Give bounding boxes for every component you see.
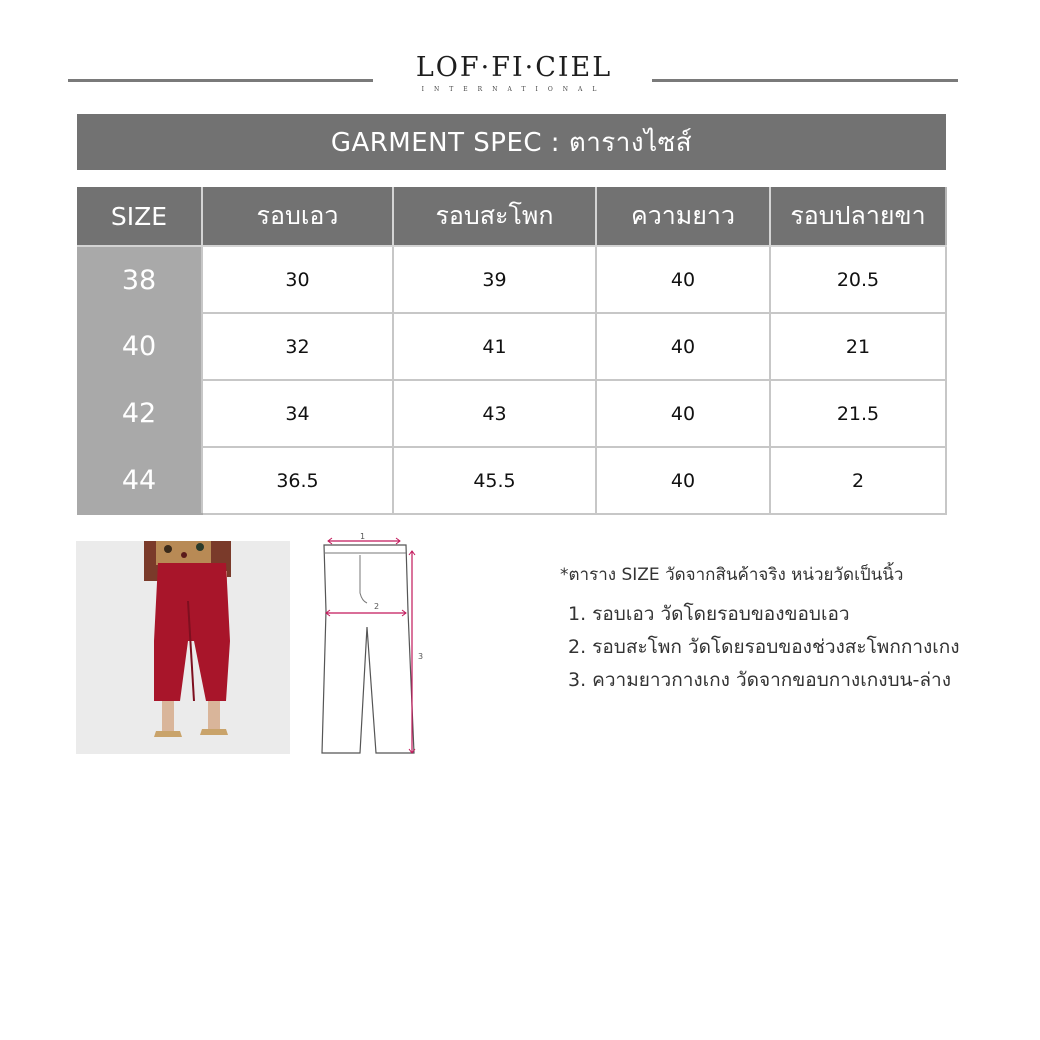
table-row xyxy=(77,313,946,380)
list-item: 2. รอบสะโพก วัดโดยรอบของช่วงสะโพกกางเกง xyxy=(568,636,960,658)
size-cell: 38 xyxy=(77,246,202,313)
column-header-size: SIZE xyxy=(77,187,202,246)
column-header-hip: รอบสะโพก xyxy=(393,187,596,246)
length-cell: 40 xyxy=(596,380,770,447)
size-spec-table xyxy=(77,187,947,515)
leg-opening-cell: 21 xyxy=(770,313,946,380)
product-photo xyxy=(76,541,290,754)
hip-cell: 45.5 xyxy=(393,447,596,514)
table-row xyxy=(77,246,946,313)
brand-subtitle: INTERNATIONAL xyxy=(421,86,607,93)
hip-cell: 39 xyxy=(393,246,596,313)
measurement-notes xyxy=(560,561,1030,697)
header-divider-right xyxy=(652,79,958,82)
notes-list xyxy=(560,598,1030,697)
length-cell: 40 xyxy=(596,313,770,380)
size-cell: 44 xyxy=(77,447,202,514)
waist-cell: 36.5 xyxy=(202,447,393,514)
list-item: 1. รอบเอว วัดโดยรอบของขอบเอว xyxy=(568,603,850,625)
header-divider-left xyxy=(68,79,373,82)
length-cell: 40 xyxy=(596,246,770,313)
pants-measurement-diagram xyxy=(310,531,440,763)
hip-cell: 43 xyxy=(393,380,596,447)
waist-cell: 30 xyxy=(202,246,393,313)
diagram-label-1: 1 xyxy=(360,532,366,541)
column-header-waist: รอบเอว xyxy=(202,187,393,246)
brand-logo xyxy=(380,52,648,93)
brand-name: LOF·FI·CIEL xyxy=(415,52,613,83)
page-title: GARMENT SPEC : ตารางไซส์ xyxy=(77,114,946,170)
waist-cell: 32 xyxy=(202,313,393,380)
column-header-leg-opening: รอบปลายขา xyxy=(770,187,946,246)
diagram-label-2: 2 xyxy=(374,602,380,611)
leg-opening-cell: 2 xyxy=(770,447,946,514)
list-item: 3. ความยาวกางเกง วัดจากขอบกางเกงบน-ล่าง xyxy=(568,669,951,691)
leg-opening-cell: 21.5 xyxy=(770,380,946,447)
column-header-length: ความยาว xyxy=(596,187,770,246)
size-cell: 42 xyxy=(77,380,202,447)
length-cell: 40 xyxy=(596,447,770,514)
notes-header: *ตาราง SIZE วัดจากสินค้าจริง หน่วยวัดเป็นนิ้ว xyxy=(560,565,904,585)
waist-cell: 34 xyxy=(202,380,393,447)
leg-opening-cell: 20.5 xyxy=(770,246,946,313)
table-row xyxy=(77,380,946,447)
hip-cell: 41 xyxy=(393,313,596,380)
size-cell: 40 xyxy=(77,313,202,380)
table-header-row xyxy=(77,187,946,246)
diagram-label-3: 3 xyxy=(418,652,424,661)
table-row xyxy=(77,447,946,514)
